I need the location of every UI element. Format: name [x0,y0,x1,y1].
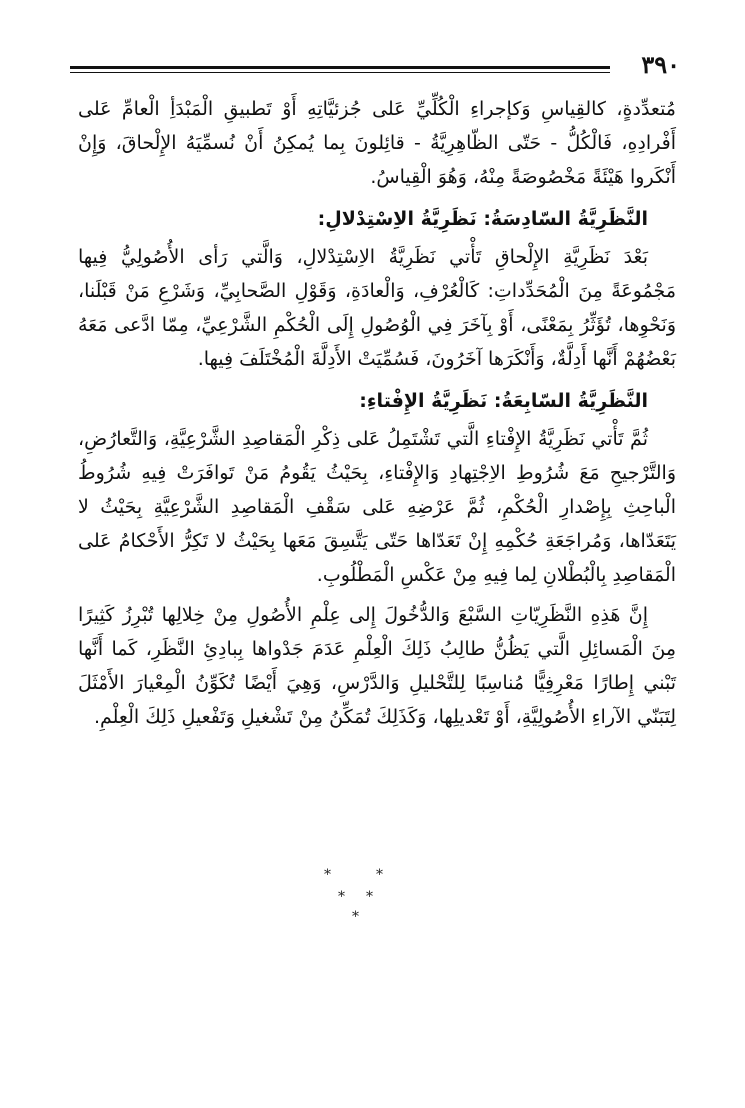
page-header [70,52,680,82]
header-rule-thick [70,66,610,69]
paragraph-ifta: ثُمَّ تَأْتي نَظَرِيَّةُ الإِفْتاءِ الَّتي تَشْتَمِلُ عَلى ذِكْرِ الْمَقاصِدِ الشَّرْعِيَّةِ، وَالتَّعارُضِ، وَالتَّرْجيحِ مَعَ شُرُوطِ الاِجْتِهادِ وَالإِفْتاءِ، بِحَيْثُ يَقُومُ مَنْ تَوافَرَتْ فِيهِ شُرُوطُ الْباحِثِ بِإِصْدارِ الْحُكْمِ، ثُمَّ عَرْضِهِ عَلى سَقْفِ الْمَقاصِدِ الشَّرْعِيَّةِ بِحَيْثُ لا يَتَعَدّاها، وَمُراجَعَةِ حُكْمِهِ إِنْ تَعَدّاها حَتّى يَتَّسِقَ مَعَها بِحَيْثُ لا تَكِرُّ الأَحْكامُ عَلى الْمَقاصِدِ بِالْبُطْلانِ لِما فِيهِ مِنْ عَكْسِ الْمَطْلُوبِ. [78,428,676,586]
section-heading-istidlal: النَّظَرِيَّةُ السّادِسَةُ: نَظَرِيَّةُ الاِسْتِدْلالِ: [317,208,648,230]
paragraph-conclusion: إِنَّ هَذِهِ النَّظَرِيّاتِ السَّبْعَ وَالدُّخُولَ إِلى عِلْمِ الأُصُولِ مِنْ خِلالِها تُبْرِزُ كَثِيرًا مِنَ الْمَسائِلِ الَّتي يَظُنُّ طالِبُ ذَلِكَ الْعِلْمِ عَدَمَ جَدْواها بِبادِئِ النَّظَرِ، كَما أَنَّها تَبْني إِطارًا مَعْرِفِيًّا مُناسِبًا لِلتَّحْليلِ وَالدَّرْسِ، وَهِيَ أَيْضًا تُكَوِّنُ الْمِعْيارَ الأَمْثَلَ لِتَبَنّي الآراءِ الأُصُولِيَّةِ، أَوْ تَعْديلِها، وَكَذَلِكَ تُمَكِّنُ مِنْ تَشْغيلِ وَتَفْعيلِ ذَلِكَ الْعِلْمِ. [78,604,676,728]
section-end-ornament [300,862,410,932]
paragraph-continuation: مُتعدِّدةٍ، كالقِياسِ وَكإجراءِ الْكُلِّيِّ عَلى جُزئيَّاتِهِ أَوْ تَطبيقِ الْمَبْدَأِ الْعامِّ عَلى أَفْرادِهِ، فَالْكُلُّ - حَتّى الظّاهِرِيَّةُ - قائِلونَ بِما يُمكِنُ أَنْ نُسمِّيَهُ الإِلْحاقَ، وَإِنْ أَنْكَروا هَيْئَةً مَخْصُوصَةً مِنْهُ، وَهُوَ الْقِياسُ. [78,98,676,188]
ornament-star: * [324,867,331,883]
page-number: ٣٩٠ [641,50,680,79]
ornament-star: * [338,889,345,905]
ornament-star: * [376,867,383,883]
ornament-star: * [366,889,373,905]
header-rule-thin [70,72,610,73]
page-body [78,92,676,740]
ornament-star: * [352,909,359,925]
section-heading-ifta: النَّظَرِيَّةُ السّابِعَةُ: نَظَرِيَّةُ الإِفْتاءِ: [359,390,648,412]
paragraph-istidlal: بَعْدَ نَظَرِيَّةِ الإِلْحاقِ تَأْتي نَظَرِيَّةُ الاِسْتِدْلالِ، وَالَّتي رَأى الأُصُولِيُّ فِيها مَجْمُوعَةً مِنَ الْمُحَدِّداتِ: كَالْعُرْفِ، وَالْعادَةِ، وَقَوْلِ الصَّحابِيِّ، وَشَرْعِ مَنْ قَبْلَنا، وَنَحْوِها، تُؤَثِّرُ بِمَعْنًى، أَوْ بِآخَرَ فِي الْوُصُولِ إِلَى الْحُكْمِ الشَّرْعِيِّ، مِمّا ادَّعى مَعَهُ بَعْضُهُمْ أَنَّها أَدِلَّةٌ، وَأَنْكَرَها آخَرُونَ، فَسُمِّيَتْ الأَدِلَّةَ الْمُخْتَلَفَ فِيها. [78,246,676,370]
